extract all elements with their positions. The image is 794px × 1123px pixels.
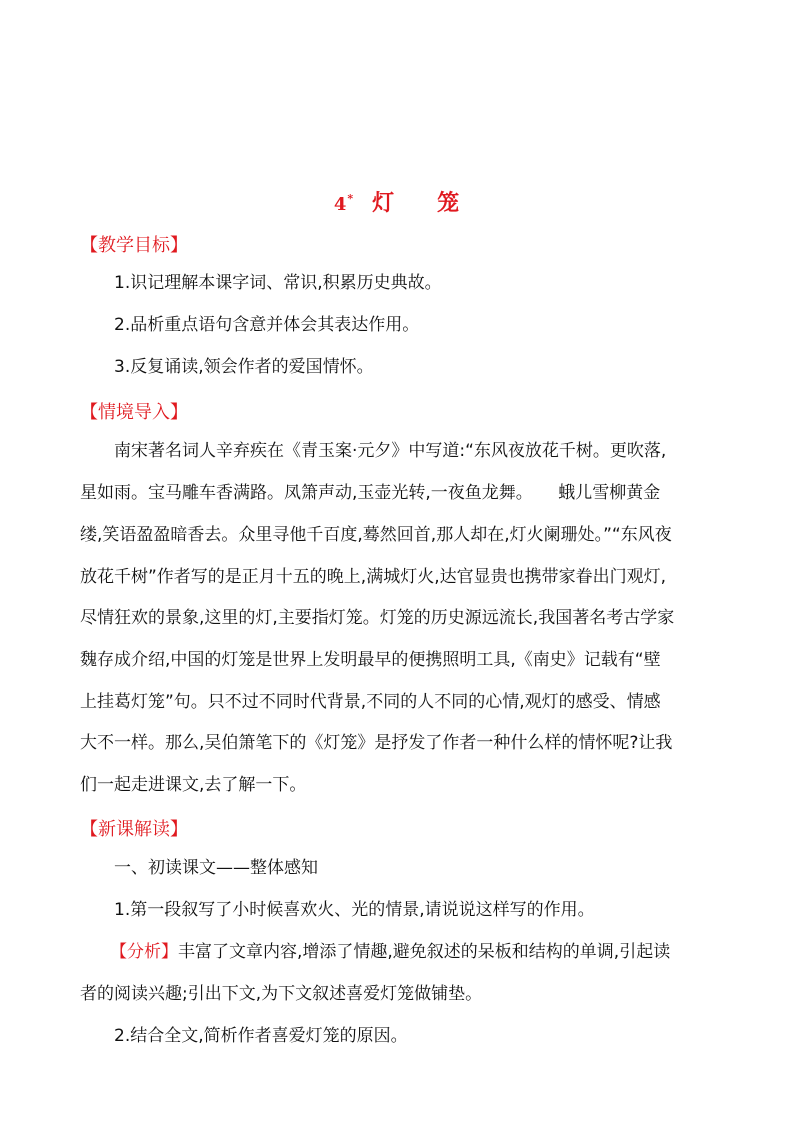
intro-line-6: 魏存成介绍,中国的灯笼是世界上发明最早的便携照明工具,《南史》记载有“壁 [80,650,661,670]
goal-item-1: 1.识记理解本课字词、常识,积累历史典故。 [114,273,442,293]
goal-item-3: 3.反复诵读,领会作者的爱国情怀。 [114,357,374,377]
intro-line-8: 大不一样。那么,吴伯箫笔下的《灯笼》是抒发了作者一种什么样的情怀呢?让我 [80,733,673,753]
optional-lesson-mark: * [347,191,355,205]
intro-line-5: 尽情狂欢的景象,这里的灯,主要指灯笼。灯笼的历史源远流长,我国著名考古学家 [80,608,675,628]
section-situational-intro: 【情境导入】 [80,402,188,423]
intro-line-1: 南宋著名词人辛弃疾在《青玉案·元夕》中写道:“东风夜放花千树。更吹落, [114,441,667,461]
analysis-label: 【分析】 [110,942,178,962]
intro-line-4: 放花千树”作者写的是正月十五的晚上,满城灯火,达官显贵也携带家眷出门观灯, [80,567,667,587]
intro-line-2: 星如雨。宝马雕车香满路。凤箫声动,玉壶光转,一夜鱼龙舞。 蛾儿雪柳黄金 [80,483,661,503]
question-2: 2.结合全文,简析作者喜爱灯笼的原因。 [114,1026,408,1046]
title-char-1: 灯 [372,190,396,216]
analysis-line-1 [110,940,670,964]
intro-line-9: 们一起走进课文,去了解一下。 [80,775,307,795]
analysis-text-1: 丰富了文章内容,增添了情趣,避免叙述的呆板和结构的单调,引起读 [178,942,671,962]
question-1: 1.第一段叙写了小时候喜欢火、光的情景,请说说这样写的作用。 [114,900,595,920]
section-teaching-goals: 【教学目标】 [80,235,188,256]
intro-line-7: 上挂葛灯笼”句。只不过不同时代背景,不同的人不同的心情,观灯的感受、情感 [80,692,661,712]
section-new-lesson-reading: 【新课解读】 [80,819,188,840]
intro-line-3: 缕,笑语盈盈暗香去。众里寻他千百度,蓦然回首,那人却在,灯火阑珊处。”“东风夜 [80,525,672,545]
analysis-line-2: 者的阅读兴趣;引出下文,为下文叙述喜爱灯笼做铺垫。 [80,984,483,1004]
title-char-2: 笼 [437,190,461,216]
lesson-number: 4 [333,194,348,215]
reading-part-1-heading: 一、初读课文——整体感知 [114,858,318,878]
goal-item-2: 2.品析重点语句含意并体会其表达作用。 [114,315,420,335]
lesson-title [0,186,794,217]
